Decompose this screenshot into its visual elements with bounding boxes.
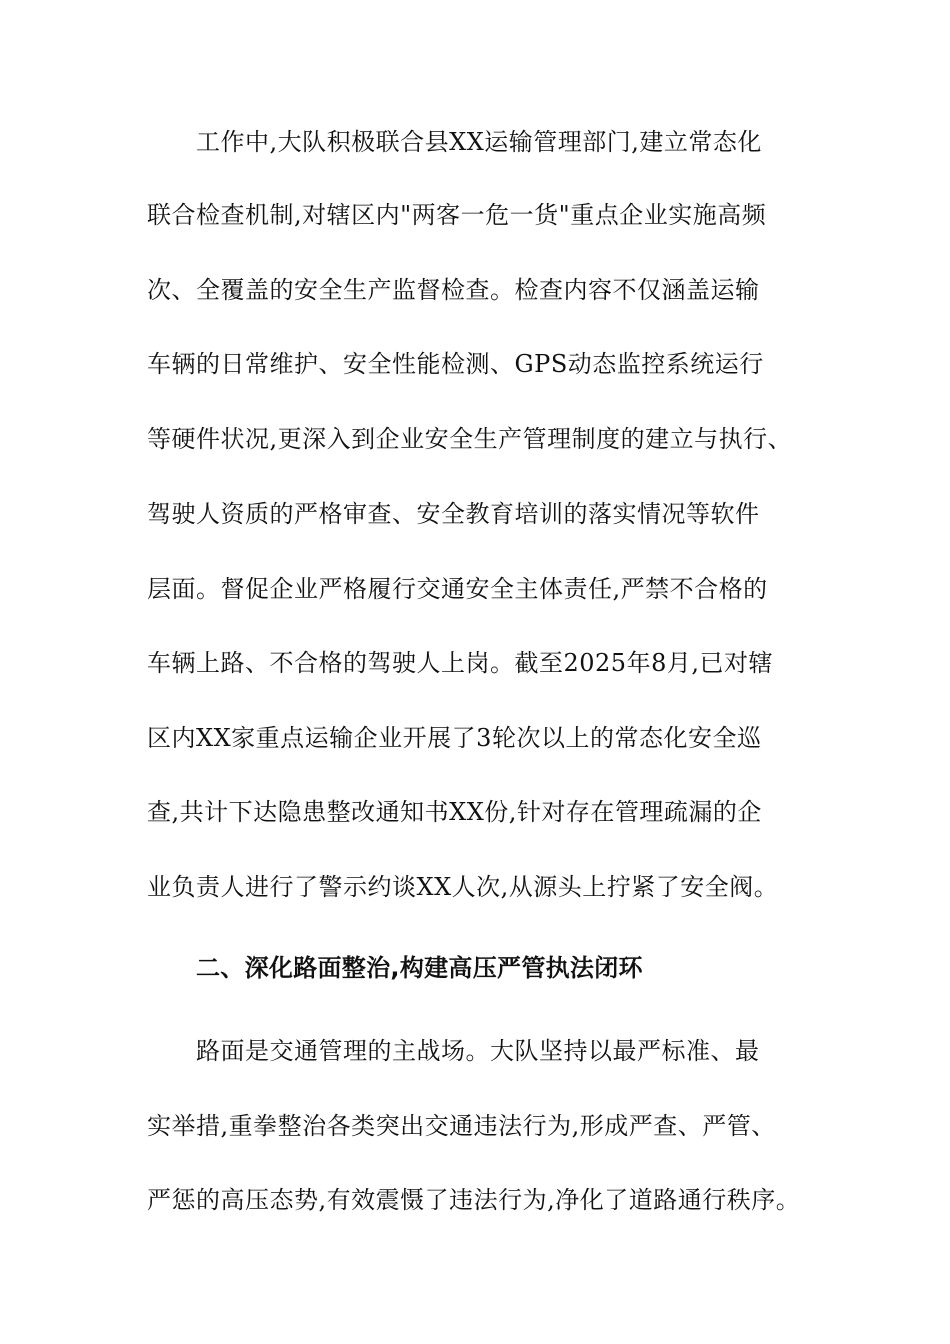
paragraph-1-line-11: 业负责人进行了警示约谈XX人次,从源头上拧紧了安全阀。 <box>147 873 779 901</box>
paragraph-2-line-1: 路面是交通管理的主战场。大队坚持以最严标准、最 <box>196 1037 760 1065</box>
paragraph-1-line-7: 层面。督促企业严格履行交通安全主体责任,严禁不合格的 <box>147 575 768 603</box>
paragraph-2-line-3: 严惩的高压态势,有效震慑了违法行为,净化了道路通行秩序。 <box>147 1186 801 1214</box>
paragraph-1-line-3: 次、全覆盖的安全生产监督检查。检查内容不仅涵盖运输 <box>147 276 760 304</box>
paragraph-1-line-1: 工作中,大队积极联合县XX运输管理部门,建立常态化 <box>196 128 762 156</box>
paragraph-1-line-2: 联合检查机制,对辖区内"两客一危一货"重点企业实施高频 <box>147 201 767 229</box>
paragraph-1-line-10: 查,共计下达隐患整改通知书XX份,针对存在管理疏漏的企 <box>147 798 762 826</box>
section-2-heading: 二、深化路面整治,构建高压严管执法闭环 <box>196 954 643 982</box>
paragraph-1-line-9: 区内XX家重点运输企业开展了3轮次以上的常态化安全巡 <box>147 724 762 752</box>
paragraph-1-line-5: 等硬件状况,更深入到企业安全生产管理制度的建立与执行、 <box>147 425 793 453</box>
paragraph-1-line-4: 车辆的日常维护、安全性能检测、GPS动态监控系统运行 <box>147 350 764 378</box>
paragraph-1-line-8: 车辆上路、不合格的驾驶人上岗。截至2025年8月,已对辖 <box>147 649 773 677</box>
paragraph-2-line-2: 实举措,重拳整治各类突出交通违法行为,形成严查、严管、 <box>147 1112 776 1140</box>
paragraph-1-line-6: 驾驶人资质的严格审查、安全教育培训的落实情况等软件 <box>147 500 760 528</box>
